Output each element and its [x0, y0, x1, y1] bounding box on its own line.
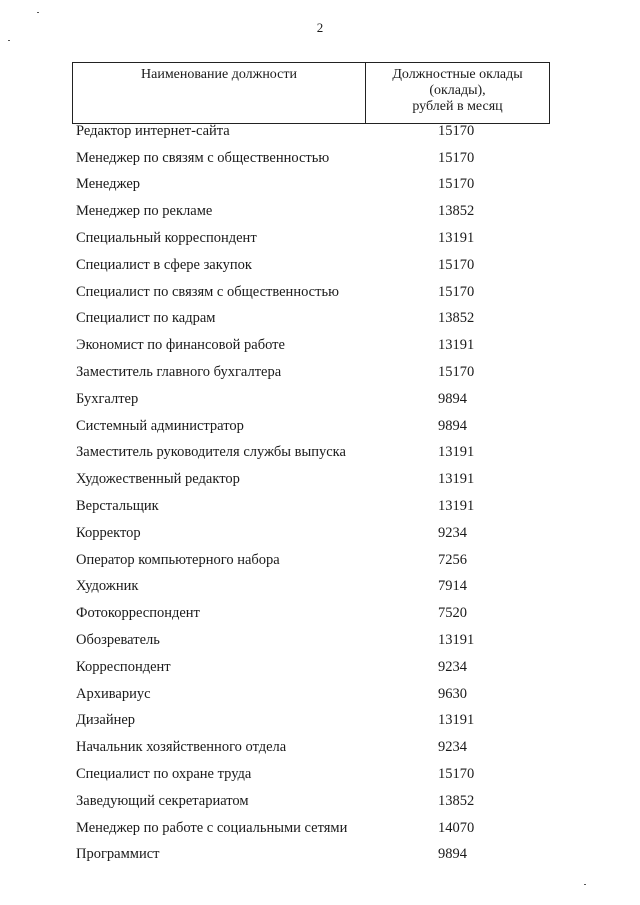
position-name: Верстальщик — [76, 498, 159, 515]
table-row — [76, 118, 546, 145]
position-name: Экономист по финансовой работе — [76, 337, 285, 354]
position-name: Художник — [76, 578, 139, 595]
salary-value: 13191 — [438, 712, 475, 729]
salary-value: 9234 — [438, 524, 467, 541]
position-name: Специальный корреспондент — [76, 230, 257, 247]
position-name: Начальник хозяйственного отдела — [76, 739, 287, 756]
salary-value: 13191 — [438, 498, 475, 515]
table-row — [76, 359, 546, 386]
table-row — [76, 574, 546, 601]
position-name: Менеджер по связям с общественностью — [76, 149, 330, 166]
table-body — [76, 118, 546, 868]
table-row — [76, 466, 546, 493]
position-name: Корреспондент — [76, 658, 171, 675]
table-row — [76, 600, 546, 627]
salary-value: 15170 — [438, 283, 475, 300]
header-salary-line2: (оклады), — [429, 83, 486, 98]
table-row — [76, 627, 546, 654]
table-header — [72, 62, 550, 124]
position-name: Оператор компьютерного набора — [76, 551, 280, 568]
salary-value: 13852 — [438, 310, 475, 327]
salary-value: 9894 — [438, 846, 467, 863]
header-salary-line1: Должностные оклады — [392, 67, 523, 82]
table-row — [76, 788, 546, 815]
header-salary — [366, 63, 550, 123]
salary-value: 7256 — [438, 551, 467, 568]
salary-value: 7914 — [438, 578, 467, 595]
position-name: Специалист по охране труда — [76, 766, 252, 783]
table-row — [76, 440, 546, 467]
salary-value: 13191 — [438, 337, 475, 354]
table-row — [76, 493, 546, 520]
table-row — [76, 815, 546, 842]
salary-value: 15170 — [438, 122, 475, 139]
position-name: Заместитель руководителя службы выпуска — [76, 444, 346, 461]
position-name: Художественный редактор — [76, 471, 240, 488]
salary-value: 7520 — [438, 605, 467, 622]
table-row — [76, 252, 546, 279]
salary-value: 15170 — [438, 766, 475, 783]
table-row — [76, 520, 546, 547]
position-name: Менеджер по работе с социальными сетями — [76, 819, 348, 836]
position-name: Программист — [76, 846, 160, 863]
salary-value: 13191 — [438, 632, 475, 649]
table-row — [76, 681, 546, 708]
table-row — [76, 708, 546, 735]
position-name: Корректор — [76, 524, 141, 541]
table-row — [76, 306, 546, 333]
salary-value: 9234 — [438, 739, 467, 756]
page-number: 2 — [316, 20, 324, 35]
salary-value: 13852 — [438, 203, 475, 220]
table-row — [76, 734, 546, 761]
position-name: Менеджер — [76, 176, 141, 193]
table-row — [76, 279, 546, 306]
table-row — [76, 386, 546, 413]
salary-value: 13852 — [438, 792, 475, 809]
table-row — [76, 842, 546, 869]
position-name: Архивариус — [76, 685, 151, 702]
position-name: Специалист по кадрам — [76, 310, 216, 327]
position-name: Специалист по связям с общественностью — [76, 283, 339, 300]
table-row — [76, 547, 546, 574]
table-row — [76, 198, 546, 225]
position-name: Заместитель главного бухгалтера — [76, 364, 282, 381]
table-row — [76, 761, 546, 788]
salary-value: 9234 — [438, 658, 467, 675]
salary-value: 14070 — [438, 819, 475, 836]
table-row — [76, 145, 546, 172]
salary-value: 13191 — [438, 444, 475, 461]
header-position-name: Наименование должности — [72, 63, 366, 123]
table-row — [76, 172, 546, 199]
table-row — [76, 413, 546, 440]
salary-value: 13191 — [438, 471, 475, 488]
salary-value: 13191 — [438, 230, 475, 247]
position-name: Бухгалтер — [76, 390, 139, 407]
salary-value: 15170 — [438, 256, 475, 273]
position-name: Менеджер по рекламе — [76, 203, 213, 220]
salary-value: 9894 — [438, 390, 467, 407]
position-name: Обозреватель — [76, 632, 160, 649]
position-name: Заведующий секретариатом — [76, 792, 249, 809]
salary-value: 15170 — [438, 149, 475, 166]
scan-speck — [584, 884, 586, 885]
header-salary-line3: рублей в месяц — [412, 99, 503, 114]
salary-value: 9630 — [438, 685, 467, 702]
position-name: Фотокорреспондент — [76, 605, 200, 622]
salary-value: 15170 — [438, 176, 475, 193]
position-name: Специалист в сфере закупок — [76, 256, 252, 273]
table-row — [76, 225, 546, 252]
salary-value: 9894 — [438, 417, 467, 434]
position-name: Дизайнер — [76, 712, 136, 729]
scan-speck — [37, 12, 39, 13]
table-row — [76, 654, 546, 681]
position-name: Системный администратор — [76, 417, 244, 434]
table-row — [76, 332, 546, 359]
scan-speck — [8, 40, 10, 41]
salary-value: 15170 — [438, 364, 475, 381]
position-name: Редактор интернет-сайта — [76, 122, 230, 139]
